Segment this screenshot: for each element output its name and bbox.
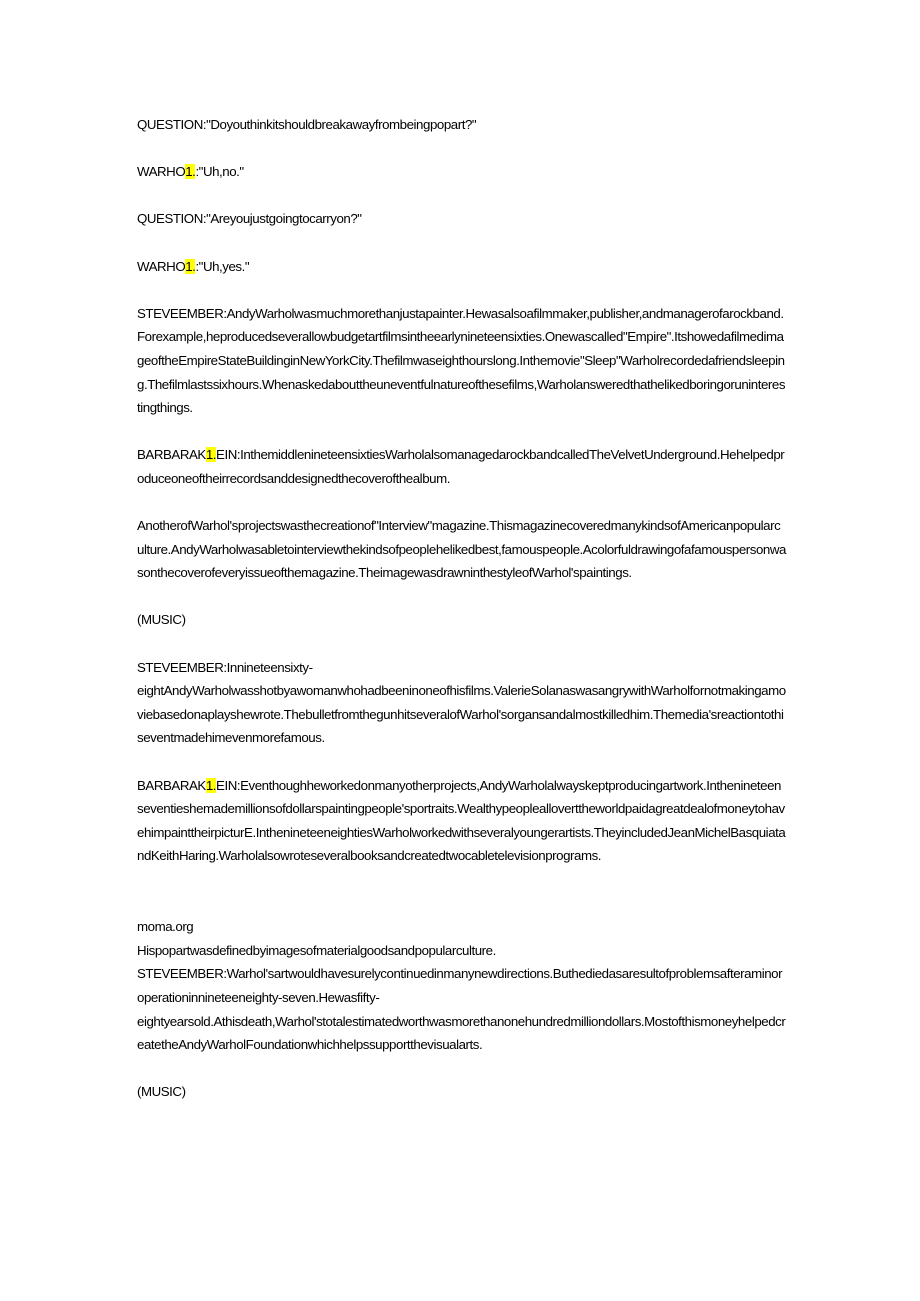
spacer	[137, 892, 787, 916]
paragraph-velvet-underground	[137, 443, 787, 490]
paragraph-shooting	[137, 656, 787, 750]
answer-2	[137, 255, 787, 279]
question-2: QUESTION:"Areyoujustgoingtocarryon?"	[137, 211, 362, 227]
paragraph-portraits	[137, 774, 787, 868]
highlight-mark: 1.	[185, 164, 196, 180]
paragraph-filmmaker: STEVEEMBER:AndyWarholwasmuchmorethanjustapainter.Hewasalsoafilmmaker,publisher,andmanagerofarockband.Forexample,heproducedseverallowbudgetartfilmsintheearlynineteensixties.Onewascalled"Empire".ItshowedafilmedimageoftheEmpireStateBuildinginNewYorkCity.Thefilmwaseighthourslong.Inthemovie"Sleep"Warholrecordedafriendsleeping.Thefilmlastssixhours.Whenaskedabouttheuneventfulnatureofthesefilms,Warholansweredthathelikedboringoruninterestingthings.	[137, 305, 786, 416]
music-cue-1: (MUSIC)	[137, 612, 186, 628]
speaker-prefix: BARBARAK	[137, 447, 206, 463]
speaker-prefix: WARHO	[137, 164, 186, 180]
question-1: QUESTION:"Doyouthinkitshouldbreakawayfrombeingpopart?"	[137, 117, 477, 132]
answer-text: :"Uh,yes."	[195, 258, 250, 274]
highlight-mark: 1.	[185, 258, 196, 274]
highlight-mark: 1.	[205, 447, 217, 463]
paragraph-text: STEVEEMBER:Warhol'sartwouldhavesurelycontinuedinmanynewdirections.Buthediedasaresultofproblemsafteraminoroperationinnineteeneighty-seven.Hewasfifty-	[137, 966, 783, 1005]
paragraph-text: EIN:Eventhoughheworkedonmanyotherprojects,AndyWarholalwayskeptproducingartwork.Inthenineteenseventieshemademillionsofdollarspaintingpeople'sportraits.WealthypeoplealloverttheworldpaidagreatdealofmoneytohavehimpainttheirpicturE.InthenineteeneightiesWarholworkedwithseveralyoungerartists.TheyincludedJeanMichelBasquiatandKeithHaring.Warholalsowroteseveralbooksandcreatedtwocabletelevisionprograms.	[137, 777, 786, 864]
highlight-mark: 1.	[205, 777, 217, 793]
transcript-body	[137, 113, 787, 1128]
paragraph-text: EIN:InthemiddlenineteensixtiesWarholalsomanagedarockbandcalledTheVelvetUnderground.Hehelpedproduceoneoftheirrecordsanddesignedthecoverofthealbum.	[137, 447, 785, 486]
speaker-prefix: WARHO	[137, 258, 186, 274]
image-caption: Hispopartwasdefinedbyimagesofmaterialgoodsandpopularculture.	[137, 942, 496, 958]
paragraph-line: STEVEEMBER:Innineteensixty-	[137, 659, 313, 675]
paragraph-interview-magazine: AnotherofWarhol'sprojectswasthecreationof"Interview"magazine.ThismagazinecoveredmanykindsofAmericanpopularculture.AndyWarholwasabletointerviewthekindsofpeoplehelikedbest,famouspeople.Acolorfuldrawingofafamouspersonwasonthecoverofeveryissueofthemagazine.TheimagewasdrawninthestyleofWarhol'spaintings.	[137, 518, 786, 581]
speaker-prefix: BARBARAK	[137, 777, 206, 793]
paragraph-death	[137, 962, 787, 1056]
answer-text: :"Uh,no."	[195, 164, 244, 180]
paragraph-text: eightAndyWarholwasshotbyawomanwhohadbeeninoneofhisfilms.ValerieSolanaswasangrywithWarholfornotmakingamoviebasedonaplayshewrote.ThebulletfromthegunhitseveralofWarhol'sorgansandalmostkilledhim.Themedia'sreactiontothiseventmadehimevenmorefamous.	[137, 683, 786, 746]
music-cue-2: (MUSIC)	[137, 1084, 186, 1100]
image-source: moma.org	[137, 919, 194, 935]
answer-1	[137, 160, 787, 184]
paragraph-text: eightyearsold.Athisdeath,Warhol'stotalestimatedworthwasmorethanonehundredmilliondollars.MostofthismoneyhelpedcreatetheAndyWarholFoundationwhichhelpssupportthevisualarts.	[137, 1013, 786, 1053]
